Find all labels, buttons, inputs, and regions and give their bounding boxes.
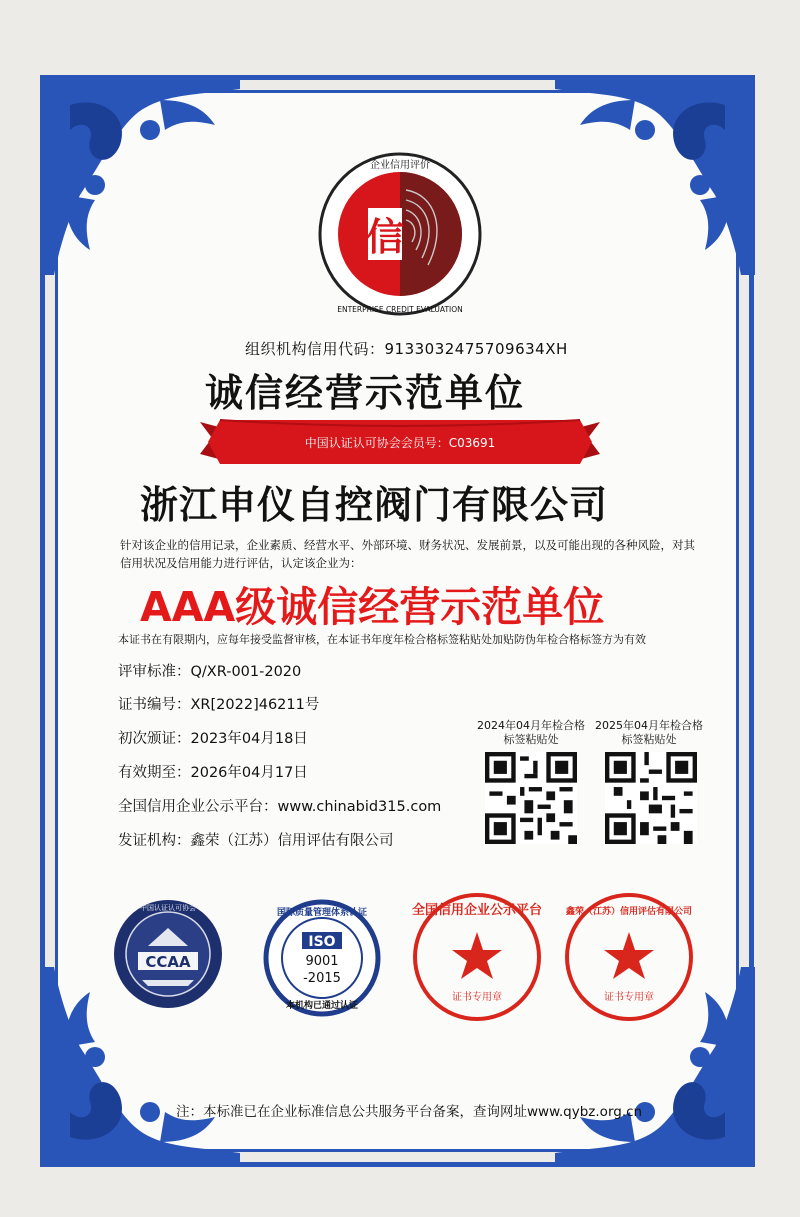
validity-note: 本证书在有限期内，应每年接受监督审核，在本证书年度年检合格标签粘贴处加贴防伪年检合格标签方为有效 [118,633,646,646]
iso-ring-top: 国际质量管理体系认证 [276,908,368,918]
iso-seal [262,898,382,1018]
certificate-title: 诚信经营示范单位 [205,371,526,415]
detail-label: 评审标准： [118,664,191,680]
corner-ornament-top-right [555,75,755,275]
ccaa-seal [112,898,224,1010]
iso-ring-bottom: 本机构已通过认证 [285,1001,359,1011]
detail-row-standard [118,660,301,681]
qr-code-2025 [605,752,697,844]
org-credit-code: 组织机构信用代码：9133032475709634XH [245,340,568,358]
rating-title: AAA级诚信经营示范单位 [140,583,605,631]
detail-value: Q/XR-001-2020 [190,664,302,680]
detail-value: XR[2022]46211号 [190,697,320,713]
issuer-seal-ring: 鑫荣（江苏）信用评估有限公司 [565,907,693,917]
platform-seal [410,890,544,1024]
detail-row-platform [118,795,441,816]
iso-line3: -2015 [303,971,341,986]
issuer-seal [562,890,696,1024]
inspection-label-2025: 2025年04月年检合格标签粘贴处 [595,719,703,746]
detail-label: 发证机构： [118,833,191,849]
company-name: 浙江申仪自控阀门有限公司 [140,483,609,527]
detail-label: 有效期至： [118,765,191,781]
inspection-label-2024: 2024年04月年检合格标签粘贴处 [477,719,585,746]
iso-line1: ISO [308,934,336,950]
corner-ornament-top-left [40,75,240,275]
detail-row-expiry [118,761,308,782]
platform-seal-bottom: 证书专用章 [452,992,502,1003]
detail-row-cert-no [118,693,319,714]
detail-value: 鑫荣（江苏）信用评估有限公司 [190,833,394,849]
ccaa-ring-text: 中国认证认可协会 [140,904,196,912]
detail-label: 全国信用企业公示平台： [118,799,278,815]
iso-line2: 9001 [305,954,339,969]
detail-label: 初次颁证： [118,731,191,747]
issuer-seal-bottom: 证书专用章 [604,992,654,1003]
member-ribbon [200,402,600,472]
logo-ring-top: 企业信用评价 [370,160,430,171]
logo-ring-bottom: ENTERPRISE CREDIT EVALUATION [337,305,463,314]
ccaa-text: CCAA [145,953,191,971]
credit-evaluation-logo [316,150,484,318]
footer-note: 注：本标准已在企业标准信息公共服务平台备案，查询网址www.qybz.org.cn [176,1104,643,1120]
detail-value: 2023年04月18日 [190,731,308,747]
intro-text: 针对该企业的信用记录，企业素质、经营水平、外部环境、财务状况、发展前景，以及可能出现的各种风险，对其信用状况及信用能力进行评估，认定该企业为： [120,538,695,570]
qr-code-2024 [485,752,577,844]
detail-row-issue-date [118,727,308,748]
member-number: 中国认证认可协会会员号：C03691 [304,436,496,450]
platform-seal-ring: 全国信用企业公示平台 [411,903,543,918]
detail-value: 2026年04月17日 [190,765,308,781]
detail-label: 证书编号： [118,697,191,713]
detail-row-issuer [118,829,394,850]
logo-char: 信 [365,215,405,259]
detail-value: www.chinabid315.com [277,799,442,815]
